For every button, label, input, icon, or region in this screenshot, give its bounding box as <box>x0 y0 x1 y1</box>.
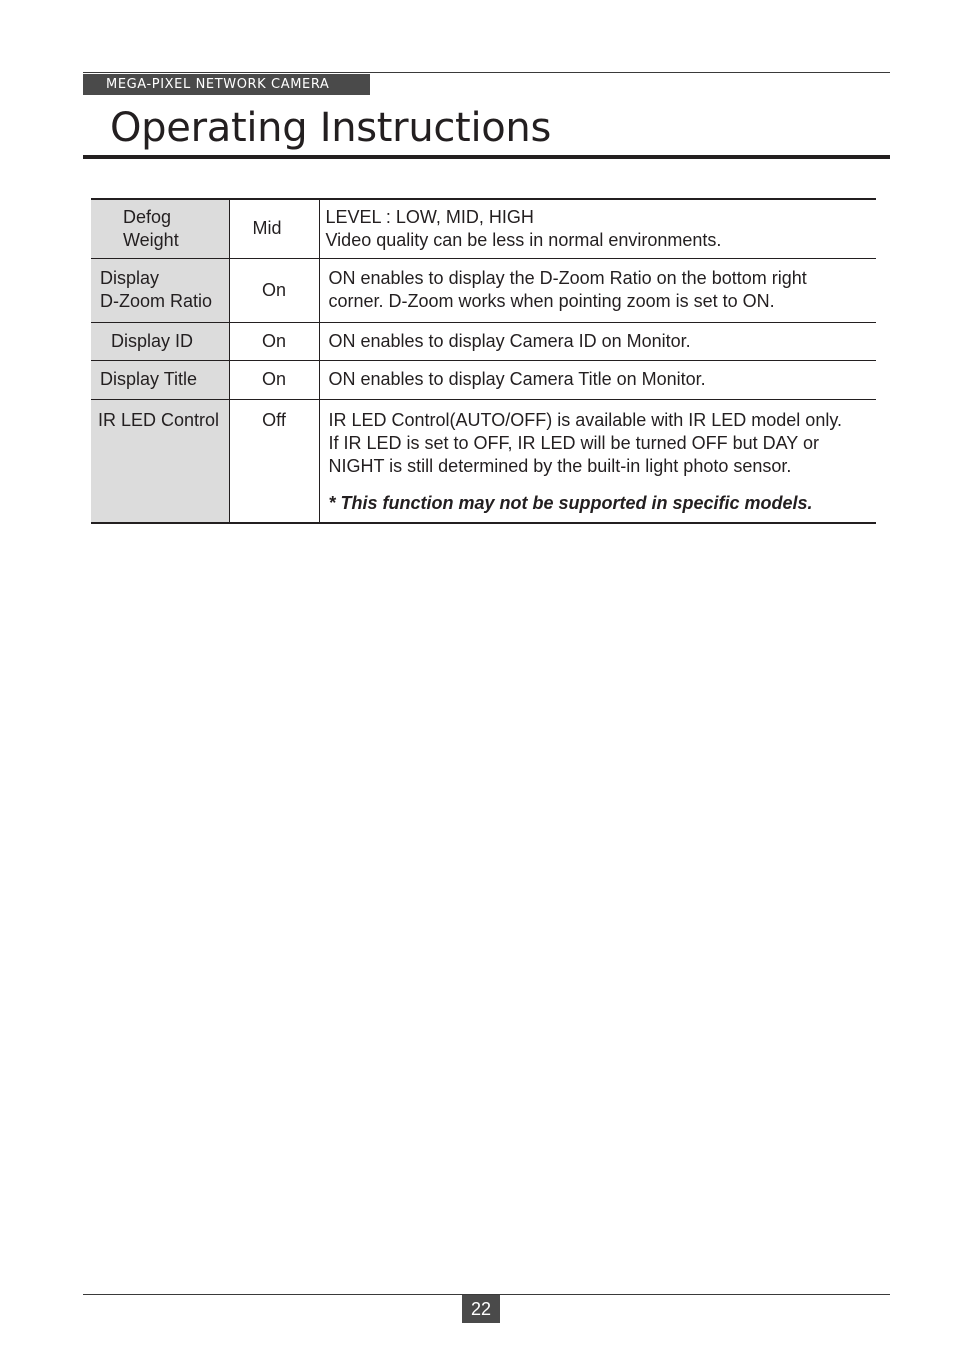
setting-description: ON enables to display Camera ID on Monitor. <box>328 330 691 351</box>
setting-value: On <box>229 322 319 360</box>
header-rule <box>83 72 890 73</box>
setting-description: Video quality can be less in normal environments. <box>325 229 722 250</box>
setting-description: IR LED Control(AUTO/OFF) is available with IR LED model only. <box>328 409 842 430</box>
setting-note: * This function may not be supported in specific models. <box>328 492 813 513</box>
page-number: 22 <box>462 1295 500 1323</box>
settings-table <box>91 198 876 524</box>
setting-description-cell <box>319 360 876 399</box>
setting-description-cell <box>319 258 876 322</box>
table-row <box>91 399 876 523</box>
setting-name: Weight <box>123 229 179 250</box>
setting-value: On <box>229 258 319 322</box>
setting-name: D-Zoom Ratio <box>100 291 213 311</box>
setting-name: Display ID <box>111 330 194 351</box>
table-row <box>91 360 876 399</box>
setting-name: Display Title <box>100 369 198 389</box>
setting-description: corner. D-Zoom works when pointing zoom is set to ON. <box>328 291 775 311</box>
setting-description: ON enables to display Camera Title on Monitor. <box>328 369 706 389</box>
setting-name-cell <box>91 322 229 360</box>
setting-name: Defog <box>123 206 172 227</box>
setting-description: LEVEL : LOW, MID, HIGH <box>325 206 534 227</box>
setting-description-cell <box>319 399 876 523</box>
setting-name-cell <box>91 258 229 322</box>
setting-description-cell <box>319 199 876 258</box>
setting-name-cell <box>91 360 229 399</box>
setting-name: IR LED Control <box>98 409 220 430</box>
header-tag: MEGA-PIXEL NETWORK CAMERA <box>83 74 370 95</box>
table-row <box>91 258 876 322</box>
setting-description: ON enables to display the D-Zoom Ratio on the bottom right <box>328 268 807 288</box>
setting-description: NIGHT is still determined by the built-in light photo sensor. <box>328 455 792 476</box>
setting-value: On <box>229 360 319 399</box>
setting-description: If IR LED is set to OFF, IR LED will be turned OFF but DAY or <box>328 432 819 453</box>
setting-name-cell <box>91 199 229 258</box>
setting-name: Display <box>100 268 160 288</box>
setting-value: Mid <box>229 199 319 258</box>
page-title: Operating Instructions <box>110 105 552 151</box>
title-rule <box>83 155 890 159</box>
setting-value: Off <box>229 399 319 523</box>
setting-description-cell <box>319 322 876 360</box>
table-row <box>91 322 876 360</box>
setting-name-cell <box>91 399 229 523</box>
table-row <box>91 199 876 258</box>
